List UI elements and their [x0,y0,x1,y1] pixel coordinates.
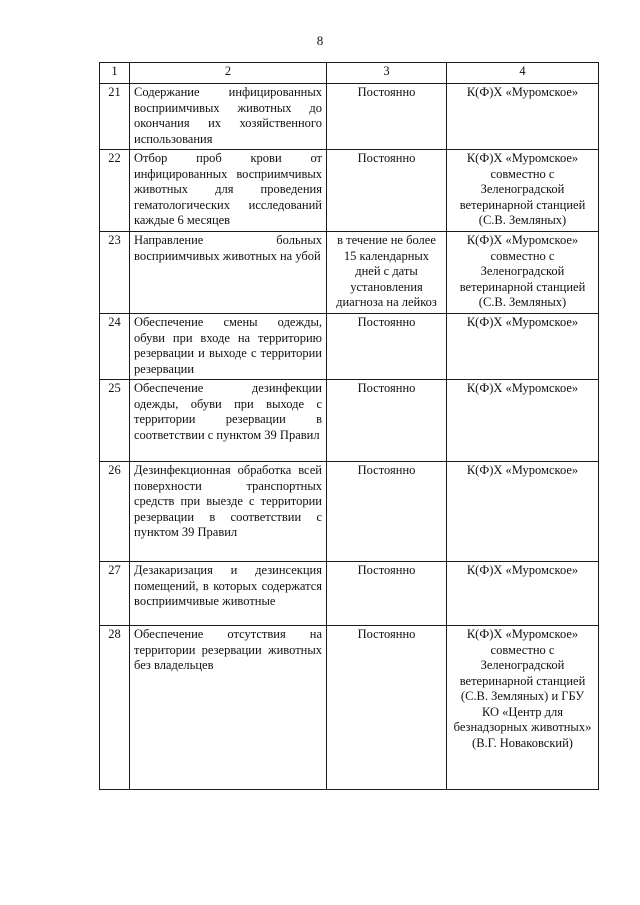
row-responsible: К(Ф)Х «Муромское» [447,84,599,150]
table-row [100,562,599,626]
row-term: Постоянно [327,150,447,232]
row-measure: Дезакаризация и дезинсекция помещений, в которых содержатся восприимчивые животные [130,562,327,626]
table-row [100,84,599,150]
row-responsible: К(Ф)Х «Муромское» совместно с Зеленоградской ветеринарной станцией (С.В. Земляных) [447,150,599,232]
row-term: Постоянно [327,462,447,562]
column-header-num: 1 [100,63,130,84]
table-row [100,232,599,314]
row-number: 27 [100,562,130,626]
row-responsible: К(Ф)Х «Муромское» совместно с Зеленоградской ветеринарной станцией (С.В. Земляных) [447,232,599,314]
header-row [100,63,599,84]
row-number: 25 [100,380,130,462]
table-row [100,380,599,462]
column-header-responsible: 4 [447,63,599,84]
row-responsible: К(Ф)Х «Муромское» [447,314,599,380]
row-measure: Отбор проб крови от инфицированных восприимчивых животных для проведения гематологических исследований каждые 6 месяцев [130,150,327,232]
row-number: 26 [100,462,130,562]
row-measure: Обеспечение отсутствия на территории резервации животных без владельцев [130,626,327,790]
row-number: 24 [100,314,130,380]
row-number: 28 [100,626,130,790]
row-measure: Обеспечение смены одежды, обуви при входе на территорию резервации и выходе с территории резервации [130,314,327,380]
row-responsible: К(Ф)Х «Муромское» [447,462,599,562]
row-number: 23 [100,232,130,314]
table-row [100,626,599,790]
row-number: 22 [100,150,130,232]
row-responsible: К(Ф)Х «Муромское» совместно с Зеленоградской ветеринарной станцией (С.В. Земляных) и ГБУ КО «Центр для безнадзорных животных» (В.Г. Новаковский) [447,626,599,790]
table-row [100,314,599,380]
row-term: Постоянно [327,84,447,150]
column-header-term: 3 [327,63,447,84]
row-responsible: К(Ф)Х «Муромское» [447,562,599,626]
column-header-measure: 2 [130,63,327,84]
table-row [100,462,599,562]
row-measure: Направление больных восприимчивых животных на убой [130,232,327,314]
row-term: Постоянно [327,562,447,626]
row-measure: Обеспечение дезинфекции одежды, обуви при выходе с территории резервации в соответствии с пунктом 39 Правил [130,380,327,462]
page-number: 8 [316,33,324,48]
row-term: Постоянно [327,314,447,380]
row-measure: Содержание инфицированных восприимчивых животных до окончания их хозяйственного использования [130,84,327,150]
row-term: в течение не более 15 календарных дней с даты установления диагноза на лейкоз [327,232,447,314]
measures-table [99,62,599,790]
row-term: Постоянно [327,380,447,462]
row-responsible: К(Ф)Х «Муромское» [447,380,599,462]
row-term: Постоянно [327,626,447,790]
row-number: 21 [100,84,130,150]
row-measure: Дезинфекционная обработка всей поверхности транспортных средств при выезде с территории резервации в соответствии с пунктом 39 Правил [130,462,327,562]
table-row [100,150,599,232]
